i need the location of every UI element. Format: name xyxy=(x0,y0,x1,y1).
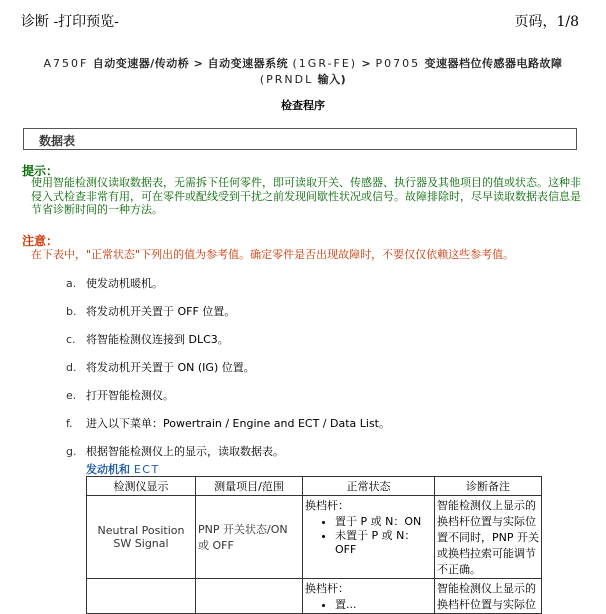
column-header: 正常状态 xyxy=(303,477,435,496)
table-row xyxy=(87,496,542,579)
breadcrumb-item-system[interactable]: 自动变速器系统 xyxy=(207,57,289,70)
step-item: c. 将智能检测仪连接到 DLC3。 xyxy=(66,333,229,346)
page-number: 页码，1/8 xyxy=(514,14,579,30)
breadcrumb-separator: > xyxy=(361,57,372,70)
procedure-title: 检查程序 xyxy=(281,99,325,112)
breadcrumb xyxy=(30,56,576,88)
list-item: • 置于 P 或 N：ON xyxy=(335,515,432,529)
step-item: e. 打开智能检测仪。 xyxy=(66,389,174,402)
column-header: 检测仪显示 xyxy=(87,477,196,496)
table-row xyxy=(87,579,542,614)
breadcrumb-input-code: (PRNDL xyxy=(259,73,314,86)
tester-display-cell: Neutral Position SW Signal xyxy=(87,496,196,579)
print-preview-title: 诊断 -打印预览- xyxy=(21,14,119,30)
breadcrumb-dtc-code: P0705 xyxy=(375,57,421,70)
caution-label: 注意： xyxy=(22,234,59,248)
normal-condition-cell: 换档杆： • 置... xyxy=(303,579,435,614)
step-item: a. 使发动机暖机。 xyxy=(66,277,163,290)
breadcrumb-item-dtc-title: 变速器档位传感器电路故障 xyxy=(424,57,563,70)
caution-text: 在下表中，"正常状态"下列出的值为参考值。确定零件是否出现故障时，不要仅仅依赖这些参考值。 xyxy=(31,248,515,261)
step-item: d. 将发动机开关置于 ON (IG) 位置。 xyxy=(66,361,255,374)
diagnostic-note-cell: 智能检测仪上显示的换档杆位置与实际位置不同时，PNP 开关或换档拉索可能调节不正确。 xyxy=(435,496,542,579)
breadcrumb-model-code: A750F xyxy=(43,57,89,70)
list-item: • 置... xyxy=(335,598,432,612)
hint-label: 提示： xyxy=(22,164,59,178)
column-header: 诊断备注 xyxy=(435,477,542,496)
measurement-item-cell xyxy=(196,579,303,614)
section-title: 数据表 xyxy=(39,134,76,148)
column-header: 测量项目/范围 xyxy=(196,477,303,496)
step-item: f. 进入以下菜单：Powertrain / Engine and ECT / Data List。 xyxy=(66,417,390,430)
section-header-data-table xyxy=(23,128,577,150)
table-header-row xyxy=(87,477,542,496)
measurement-item-cell: PNP 开关状态/ON 或 OFF xyxy=(196,496,303,579)
breadcrumb-engine-code: (1GR-FE) xyxy=(292,57,358,70)
breadcrumb-separator: > xyxy=(193,57,204,70)
diagnostic-note-cell: 智能检测仪上显示的换档杆位置与实际位 xyxy=(435,579,542,614)
breadcrumb-item-transmission[interactable]: 自动变速器/传动桥 xyxy=(92,57,190,70)
step-item: b. 将发动机开关置于 OFF 位置。 xyxy=(66,305,236,318)
step-item: g. 根据智能检测仪上的显示，读取数据表。 xyxy=(66,445,284,458)
hint-text: 使用智能检测仪读取数据表，无需拆下任何零件，即可读取开关、传感器、执行器及其他项目的值或状态。这种非侵入式检查非常有用，可在零件或配线受到干扰之前发现间歇性状况或信号。故障排除时，尽早读取数据表信息是节省诊断时间的一种方法。 xyxy=(31,176,581,216)
breadcrumb-input-label: 输入) xyxy=(317,73,347,86)
data-list-table xyxy=(86,476,542,614)
normal-condition-cell: 换档杆： • 置于 P 或 N：ON • 未置于 P 或 N：OFF xyxy=(303,496,435,579)
table-subtitle: 发动机和 ECT xyxy=(86,463,160,476)
tester-display-cell xyxy=(87,579,196,614)
list-item: • 未置于 P 或 N：OFF xyxy=(335,529,432,557)
